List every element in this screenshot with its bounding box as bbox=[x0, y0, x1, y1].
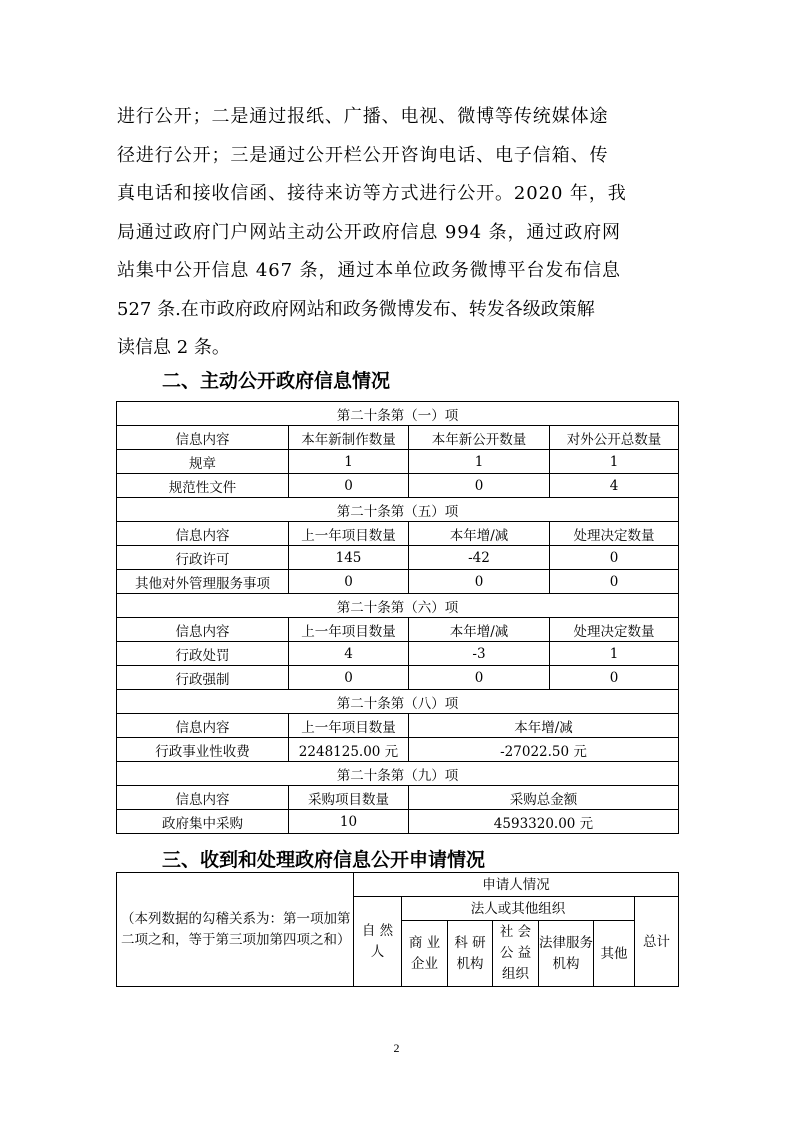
header-cell: 法人或其他组织 bbox=[402, 897, 635, 921]
table-cell: 0 bbox=[409, 570, 550, 594]
table-row bbox=[117, 570, 679, 594]
section-title: 第二十条第（九）项 bbox=[117, 762, 679, 786]
table-header-row bbox=[117, 714, 679, 738]
section-title: 第二十条第（一）项 bbox=[117, 402, 679, 426]
header-cell: 法律服务机构 bbox=[539, 921, 594, 987]
table-cell: 1 bbox=[550, 642, 679, 666]
table-cell: 145 bbox=[289, 546, 409, 570]
table-header-row bbox=[117, 618, 679, 642]
table-cell: 其他对外管理服务事项 bbox=[117, 570, 289, 594]
page-number: 2 bbox=[393, 1041, 400, 1055]
table-cell: -3 bbox=[409, 642, 550, 666]
table-row bbox=[117, 642, 679, 666]
intro-paragraph bbox=[117, 98, 677, 368]
header-cell: 对外公开总数量 bbox=[550, 426, 679, 450]
table-header-row bbox=[117, 522, 679, 546]
header-cell: 本年增/减 bbox=[409, 714, 679, 738]
paragraph-line: 真电话和接收信函、接待来访等方式进行公开。2020 年，我 bbox=[117, 183, 627, 204]
header-cell: 上一年项目数量 bbox=[289, 522, 409, 546]
header-cell: 本年新制作数量 bbox=[289, 426, 409, 450]
header-cell: 其他 bbox=[594, 921, 635, 987]
section-title: 第二十条第（六）项 bbox=[117, 594, 679, 618]
header-cell: 申请人情况 bbox=[354, 873, 679, 897]
table-cell: 规章 bbox=[117, 450, 289, 474]
table-cell: 0 bbox=[550, 666, 679, 690]
header-cell: 本年增/减 bbox=[409, 618, 550, 642]
header-cell: 总计 bbox=[635, 897, 679, 987]
paragraph-line: 进行公开；二是通过报纸、广播、电视、微博等传统媒体途 bbox=[117, 106, 609, 127]
table-cell: 0 bbox=[409, 666, 550, 690]
table-cell: 0 bbox=[289, 666, 409, 690]
section-2-heading: 二、主动公开政府信息情况 bbox=[162, 370, 391, 392]
table-cell: 行政事业性收费 bbox=[117, 738, 289, 762]
section-title: 第二十条第（八）项 bbox=[117, 690, 679, 714]
header-cell: 社 会 公 益 组织 bbox=[493, 921, 539, 987]
header-cell: 本年增/减 bbox=[409, 522, 550, 546]
table-header-row bbox=[117, 873, 679, 897]
paragraph-line: 读信息 2 条。 bbox=[117, 337, 230, 358]
table-cell: 2248125.00 元 bbox=[289, 738, 409, 762]
table-cell: 1 bbox=[289, 450, 409, 474]
header-cell: 信息内容 bbox=[117, 426, 289, 450]
table-cell: 行政许可 bbox=[117, 546, 289, 570]
proactive-disclosure-table bbox=[116, 401, 679, 834]
table-cell: 0 bbox=[550, 570, 679, 594]
header-cell: 上一年项目数量 bbox=[289, 618, 409, 642]
table-cell: 0 bbox=[289, 570, 409, 594]
table-cell: 0 bbox=[409, 474, 550, 498]
table-cell: 10 bbox=[289, 810, 409, 834]
table-cell: 政府集中采购 bbox=[117, 810, 289, 834]
table-cell: 0 bbox=[550, 546, 679, 570]
table-cell: 4 bbox=[289, 642, 409, 666]
table-cell: 行政强制 bbox=[117, 666, 289, 690]
header-cell: 信息内容 bbox=[117, 618, 289, 642]
table-row bbox=[117, 810, 679, 834]
header-cell: 上一年项目数量 bbox=[289, 714, 409, 738]
header-cell: 本年新公开数量 bbox=[409, 426, 550, 450]
application-table bbox=[116, 872, 679, 987]
paragraph-line: 站集中公开信息 467 条，通过本单位政务微博平台发布信息 bbox=[117, 260, 621, 281]
header-cell: 信息内容 bbox=[117, 714, 289, 738]
table-row bbox=[117, 450, 679, 474]
table-header-row bbox=[117, 426, 679, 450]
paragraph-line: 局通过政府门户网站主动公开政府信息 994 条，通过政府网 bbox=[117, 221, 621, 243]
header-cell: 信息内容 bbox=[117, 786, 289, 810]
table-header-row bbox=[117, 786, 679, 810]
table-cell: 规范性文件 bbox=[117, 474, 289, 498]
section-title: 第二十条第（五）项 bbox=[117, 498, 679, 522]
table-cell: 1 bbox=[409, 450, 550, 474]
header-cell: 信息内容 bbox=[117, 522, 289, 546]
paragraph-line: 径进行公开；三是通过公开栏公开咨询电话、电子信箱、传 bbox=[117, 144, 609, 166]
table-cell: -42 bbox=[409, 546, 550, 570]
header-cell: 商 业 企业 bbox=[402, 921, 448, 987]
section-3-heading: 三、收到和处理政府信息公开申请情况 bbox=[162, 849, 486, 871]
table-section-row bbox=[117, 690, 679, 714]
paragraph-line: 527 条.在市政府政府网站和政务微博发布、转发各级政策解 bbox=[117, 298, 595, 320]
table-section-row bbox=[117, 402, 679, 426]
table-row bbox=[117, 474, 679, 498]
table-cell: 4593320.00 元 bbox=[409, 810, 679, 834]
table-section-row bbox=[117, 762, 679, 786]
table-row bbox=[117, 666, 679, 690]
table-row bbox=[117, 738, 679, 762]
table-row bbox=[117, 546, 679, 570]
table-description-cell: （本列数据的勾稽关系为：第一项加第二项之和，等于第三项加第四项之和） bbox=[117, 873, 354, 987]
header-cell: 处理决定数量 bbox=[550, 618, 679, 642]
table-cell: 4 bbox=[550, 474, 679, 498]
header-cell: 自 然 人 bbox=[354, 897, 402, 987]
table-cell: 1 bbox=[550, 450, 679, 474]
header-cell: 采购总金额 bbox=[409, 786, 679, 810]
table-section-row bbox=[117, 498, 679, 522]
header-cell: 处理决定数量 bbox=[550, 522, 679, 546]
table-cell: 行政处罚 bbox=[117, 642, 289, 666]
table-section-row bbox=[117, 594, 679, 618]
table-cell: -27022.50 元 bbox=[409, 738, 679, 762]
header-cell: 科 研 机构 bbox=[448, 921, 493, 987]
header-cell: 采购项目数量 bbox=[289, 786, 409, 810]
table-cell: 0 bbox=[289, 474, 409, 498]
